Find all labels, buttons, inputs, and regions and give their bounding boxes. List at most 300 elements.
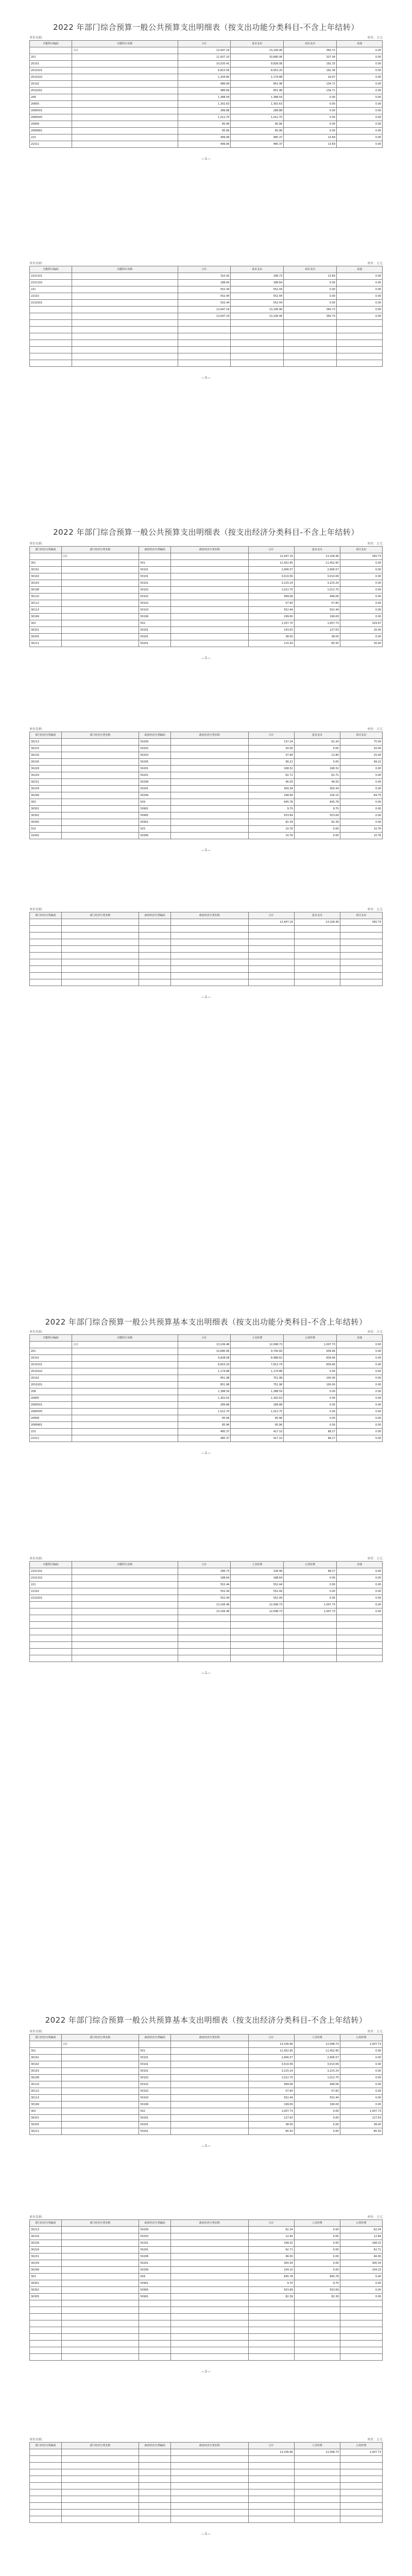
table-cell: [248, 2516, 294, 2523]
table-cell: [30, 966, 62, 973]
table-cell: [72, 1435, 178, 1442]
table-cell: 50203: [139, 2233, 171, 2240]
table-cell: 30226: [30, 759, 62, 766]
table-cell: [294, 973, 340, 979]
table-cell: [170, 2463, 248, 2469]
table-cell: [72, 347, 178, 353]
header-cell: 公用经费: [340, 2443, 382, 2449]
table-cell: 13,106.46: [178, 1602, 231, 1608]
table-cell: 0.00: [336, 141, 382, 148]
table-cell: 0.00: [284, 1395, 337, 1402]
table-cell: 485.37: [231, 134, 284, 141]
table-cell: 85.96: [231, 121, 284, 128]
table-cell: 30239: [30, 2260, 62, 2267]
table-cell: 552.44: [178, 1582, 231, 1588]
table-row: [30, 1435, 383, 1442]
table-cell: 127.63: [248, 2115, 294, 2122]
table-cell: 0.00: [336, 286, 382, 293]
table-cell: [294, 2354, 340, 2361]
table-cell: 0.00: [336, 1355, 382, 1362]
table-cell: [231, 1635, 284, 1642]
table-cell: [72, 1608, 178, 1615]
table-cell: [61, 2108, 139, 2115]
table-cell: [248, 933, 294, 939]
table-row: [30, 573, 383, 580]
table-cell: 7,813.74: [231, 1362, 284, 1368]
table-row: [30, 1429, 383, 1435]
table-cell: [30, 2334, 62, 2341]
table-cell: [139, 2314, 171, 2320]
table-cell: [30, 979, 62, 986]
table-row: [30, 2483, 383, 2489]
table-cell: 50102: [139, 2088, 171, 2095]
table-row: [30, 2516, 383, 2523]
table-cell: [139, 2476, 171, 2483]
org-note: 单位名称：: [29, 542, 45, 546]
table-cell: [170, 2314, 248, 2320]
table-cell: 300.34: [340, 2260, 382, 2267]
table-cell: 62.71: [248, 772, 294, 779]
table-row: [30, 293, 383, 300]
table-cell: [284, 1615, 337, 1622]
table-cell: 0.00: [294, 2260, 340, 2267]
table-cell: [139, 2496, 171, 2503]
table-cell: 13.69: [284, 141, 337, 148]
table-cell: [30, 2327, 62, 2334]
table-cell: 851.98: [178, 1382, 231, 1388]
table-cell: 30305: [30, 819, 62, 826]
table-cell: 1,302.63: [178, 101, 231, 108]
table-cell: 20102: [30, 81, 72, 88]
header-cell: 政府经济分类编码: [139, 2220, 171, 2227]
table-cell: 30213: [30, 2227, 62, 2233]
table-cell: [30, 347, 72, 353]
table-cell: 1,388.59: [178, 1388, 231, 1395]
table-cell: 30108: [30, 2075, 62, 2081]
table-cell: [231, 333, 284, 340]
table-cell: 1,174.88: [231, 1368, 284, 1375]
table-cell: 68.27: [284, 1429, 337, 1435]
table-cell: [61, 600, 139, 607]
table-cell: [30, 1342, 72, 1348]
table-cell: [30, 1602, 72, 1608]
table-cell: 553.69: [248, 812, 294, 819]
table-cell: [170, 2280, 248, 2287]
table-row: [30, 360, 383, 367]
table-cell: 302: [30, 620, 62, 627]
table-cell: [231, 1642, 284, 1649]
table-cell: [170, 580, 248, 587]
header-cell: 合计: [248, 547, 294, 553]
table-cell: [72, 128, 178, 134]
table-cell: 30199: [30, 2102, 62, 2108]
table-row: [30, 1348, 383, 1355]
table-cell: 851.98: [231, 81, 284, 88]
table-cell: 1,174.88: [231, 74, 284, 81]
table-cell: [72, 1362, 178, 1368]
table-cell: [170, 833, 248, 839]
table-cell: [294, 2334, 340, 2341]
table-row: [30, 2061, 383, 2068]
table-cell: [170, 2274, 248, 2280]
table-cell: [340, 2483, 382, 2489]
table-cell: [170, 640, 248, 647]
table-cell: [248, 2489, 294, 2496]
table-cell: 20805: [30, 101, 72, 108]
table-cell: 20102: [30, 1375, 72, 1382]
header-cell: 其他: [336, 1562, 382, 1568]
table-cell: 75.00: [340, 739, 382, 745]
table-cell: [294, 2327, 340, 2334]
table-row: [30, 2247, 383, 2253]
table-row: [30, 67, 383, 74]
table-cell: [30, 1608, 72, 1615]
table-cell: 199.00: [248, 614, 294, 620]
table-row: [30, 2294, 383, 2300]
table-cell: 0.00: [340, 2274, 382, 2280]
table-cell: [61, 946, 139, 953]
table-row: [30, 1642, 383, 1649]
table-cell: [61, 2476, 139, 2483]
table-cell: [139, 2334, 171, 2341]
table-cell: 552.44: [178, 1595, 231, 1602]
table-cell: 0.00: [336, 1588, 382, 1595]
table-cell: 0.00: [336, 1429, 382, 1435]
header-cell: 政府经济分类名称: [170, 732, 248, 739]
table-cell: 30103: [30, 580, 62, 587]
table-cell: [178, 333, 231, 340]
table-cell: [294, 2314, 340, 2320]
table-cell: [61, 634, 139, 640]
table-cell: [61, 812, 139, 819]
table-cell: [30, 2449, 62, 2456]
table-cell: 0.00: [336, 1382, 382, 1388]
table-cell: 502: [139, 2108, 171, 2115]
table-cell: 30113: [30, 2095, 62, 2102]
table-cell: 50102: [139, 587, 171, 594]
table-cell: 210: [30, 1429, 72, 1435]
table-cell: [61, 2314, 139, 2320]
table-cell: 0.00: [340, 812, 382, 819]
table-cell: [170, 2108, 248, 2115]
table-cell: 553.69: [294, 812, 340, 819]
table-cell: [61, 2048, 139, 2055]
table-cell: [170, 2095, 248, 2102]
table-cell: 552.44: [178, 300, 231, 307]
table-cell: [170, 759, 248, 766]
table-cell: 0.00: [340, 573, 382, 580]
budget-table: [29, 2442, 383, 2523]
table-cell: [294, 926, 340, 933]
table-cell: 0.00: [336, 47, 382, 54]
table-cell: [61, 640, 139, 647]
table-cell: 0.00: [336, 1415, 382, 1422]
table-cell: [72, 114, 178, 121]
table-cell: [294, 2476, 340, 2483]
table-row: [30, 1362, 383, 1368]
table-cell: [61, 627, 139, 634]
table-cell: [30, 2516, 62, 2523]
table-cell: 0.00: [284, 108, 337, 114]
table-cell: 13,106.46: [231, 307, 284, 313]
table-cell: [61, 806, 139, 812]
table-cell: 188.64: [178, 280, 231, 286]
table-cell: 0.00: [336, 1422, 382, 1429]
table-cell: [72, 1575, 178, 1582]
table-cell: [61, 2334, 139, 2341]
header-cell: 项目支出: [340, 547, 382, 553]
table-cell: [61, 587, 139, 594]
header-cell: 政府经济分类编码: [139, 2035, 171, 2041]
table-cell: 85.96: [231, 1422, 284, 1429]
table-row: [30, 1422, 383, 1429]
table-row: [30, 2068, 383, 2075]
table-cell: [61, 580, 139, 587]
table-row: [30, 320, 383, 327]
table-cell: 30231: [30, 2253, 62, 2260]
table-cell: 30199: [30, 614, 62, 620]
table-row: [30, 2307, 383, 2314]
table-cell: [170, 2510, 248, 2516]
org-note: 单位名称：: [29, 908, 45, 911]
table-cell: [139, 2300, 171, 2307]
table-cell: 10.76: [248, 826, 294, 833]
table-cell: 3,010.06: [248, 2061, 294, 2068]
table-cell: [72, 1422, 178, 1429]
header-cell: 政府经济分类名称: [170, 912, 248, 919]
table-cell: 289.88: [178, 1402, 231, 1409]
table-cell: 552.44: [294, 2095, 340, 2102]
table-cell: 50203: [139, 752, 171, 759]
table-cell: [72, 1568, 178, 1575]
table-cell: 50901: [139, 2294, 171, 2300]
table-cell: 12,098.73: [294, 2449, 340, 2456]
budget-table: [29, 2034, 383, 2135]
table-cell: 30302: [30, 2287, 62, 2294]
table-row: [30, 2449, 383, 2456]
table-cell: [248, 2347, 294, 2354]
table-cell: [170, 752, 248, 759]
table-cell: 30228: [30, 766, 62, 772]
table-cell: 645.78: [248, 2274, 294, 2280]
table-cell: [30, 2341, 62, 2347]
header-cell: 公用经费: [340, 2035, 382, 2041]
table-cell: [248, 973, 294, 979]
table-cell: 30299: [30, 2267, 62, 2274]
table-cell: 137.24: [248, 739, 294, 745]
table-cell: 57.83: [294, 600, 340, 607]
table-cell: 210: [30, 134, 72, 141]
table-cell: 50205: [139, 759, 171, 766]
table-cell: 0.00: [294, 745, 340, 752]
budget-table: [29, 732, 383, 839]
table-cell: [336, 1649, 382, 1655]
table-cell: [294, 959, 340, 966]
table-cell: [61, 919, 139, 926]
table-cell: 50201: [139, 2240, 171, 2247]
table-cell: 0.00: [284, 128, 337, 134]
table-cell: 82.39: [248, 819, 294, 826]
table-cell: 57.83: [294, 2088, 340, 2095]
table-cell: [30, 973, 62, 979]
table-cell: [294, 2456, 340, 2463]
header-cell: 合计: [248, 732, 294, 739]
table-cell: [248, 2334, 294, 2341]
table-cell: 188.64: [231, 280, 284, 286]
page-marker: —1—: [201, 376, 211, 380]
table-cell: 302: [30, 2108, 62, 2115]
table-cell: 499.06: [178, 134, 231, 141]
header-cell: 功能科目编码: [30, 1562, 72, 1568]
table-cell: 0.00: [336, 293, 382, 300]
table-cell: 0.00: [336, 108, 382, 114]
header-cell: 合计: [178, 1562, 231, 1568]
table-row: [30, 2081, 383, 2088]
table-row: [30, 2510, 383, 2516]
table-row: [30, 300, 383, 307]
table-cell: 509: [139, 2274, 171, 2280]
table-cell: 939.46: [284, 1348, 337, 1355]
table-cell: 2,906.57: [248, 567, 294, 573]
table-cell: [30, 939, 62, 946]
unit-note: 单位：万元: [367, 2030, 383, 2033]
table-row: [30, 560, 383, 567]
table-cell: 21011: [30, 1435, 72, 1442]
table-cell: 50201: [139, 2128, 171, 2135]
table-cell: [30, 1649, 72, 1655]
table-cell: 168.32: [248, 2240, 294, 2247]
table-cell: [170, 587, 248, 594]
table-row: [30, 1615, 383, 1622]
table-cell: 0.00: [294, 833, 340, 839]
table-row: [30, 353, 383, 360]
table-cell: [61, 979, 139, 986]
table-header-row: [30, 2220, 383, 2227]
table-cell: [248, 953, 294, 959]
table-row: [30, 2088, 383, 2095]
table-cell: [61, 2274, 139, 2280]
table-cell: 62.71: [248, 2247, 294, 2253]
table-cell: [178, 1622, 231, 1629]
table-cell: [30, 946, 62, 953]
table-cell: [61, 2260, 139, 2267]
table-cell: [284, 360, 337, 367]
table-cell: 340.73: [284, 313, 337, 320]
table-cell: [170, 939, 248, 946]
table-cell: [248, 2327, 294, 2334]
table-row: [30, 2253, 383, 2260]
page-marker: —1—: [201, 2532, 211, 2536]
table-cell: 82.39: [294, 819, 340, 826]
table-cell: 208: [30, 94, 72, 101]
header-cell: 合计: [248, 2035, 294, 2041]
table-cell: [30, 340, 72, 347]
budget-table: [29, 912, 383, 986]
budget-table: [29, 266, 383, 367]
table-cell: [170, 2081, 248, 2088]
table-cell: [30, 1615, 72, 1622]
table-row: [30, 772, 383, 779]
table-row: [30, 919, 383, 926]
table-cell: 50199: [139, 2102, 171, 2108]
table-cell: 552.44: [231, 1588, 284, 1595]
table-cell: 50208: [139, 2253, 171, 2260]
table-header-row: [30, 2035, 383, 2041]
table-cell: [72, 280, 178, 286]
table-row: [30, 2260, 383, 2267]
table-cell: [72, 1375, 178, 1382]
table-row: [30, 2327, 383, 2334]
table-cell: [340, 2463, 382, 2469]
table-cell: 310: [30, 826, 62, 833]
table-cell: 30205: [30, 2122, 62, 2128]
table-cell: [231, 360, 284, 367]
table-row: [30, 2267, 383, 2274]
table-cell: [61, 953, 139, 959]
table-row: [30, 114, 383, 121]
table-row: [30, 2287, 383, 2294]
table-cell: 104.15: [294, 792, 340, 799]
table-row: [30, 2469, 383, 2476]
table-cell: 9,740.60: [231, 1348, 284, 1355]
table-cell: [72, 94, 178, 101]
table-cell: [294, 2483, 340, 2489]
table-cell: 50103: [139, 2095, 171, 2102]
table-cell: 502: [139, 620, 171, 627]
table-cell: [170, 973, 248, 979]
table-row: [30, 61, 383, 67]
table-cell: 0.00: [340, 799, 382, 806]
table-cell: 12.84: [294, 752, 340, 759]
table-cell: 8,988.62: [231, 1355, 284, 1362]
table-row: [30, 81, 383, 88]
table-cell: [61, 614, 139, 620]
table-cell: 85.96: [178, 1422, 231, 1429]
table-cell: 46.00: [340, 2253, 382, 2260]
table-cell: [139, 553, 171, 560]
table-cell: [170, 567, 248, 573]
table-cell: [72, 101, 178, 108]
table-cell: [61, 2068, 139, 2075]
table-cell: 20.00: [248, 745, 294, 752]
header-cell: 基本支出: [294, 547, 340, 553]
table-cell: 0.00: [284, 121, 337, 128]
table-cell: [170, 2260, 248, 2267]
table-cell: 0.00: [336, 81, 382, 88]
table-cell: 10,020.41: [178, 61, 231, 67]
table-cell: [248, 2469, 294, 2476]
table-cell: 30299: [30, 792, 62, 799]
table-cell: 20101: [30, 1355, 72, 1362]
table-cell: 57.83: [248, 2088, 294, 2095]
table-cell: [284, 333, 337, 340]
header-cell: 公用经费: [284, 1562, 337, 1568]
header-cell: 合计: [248, 912, 294, 919]
table-cell: 11,007.10: [178, 54, 231, 61]
table-cell: 2010101: [30, 67, 72, 74]
table-cell: 12.84: [248, 2233, 294, 2240]
table-row: [30, 627, 383, 634]
table-cell: [336, 1615, 382, 1622]
table-row: [30, 2320, 383, 2327]
table-row: [30, 826, 383, 833]
table-cell: [294, 2469, 340, 2476]
table-cell: [170, 946, 248, 953]
table-cell: 168.32: [340, 2240, 382, 2247]
table-cell: [61, 779, 139, 786]
table-cell: 2101102: [30, 280, 72, 286]
table-cell: [72, 1429, 178, 1435]
